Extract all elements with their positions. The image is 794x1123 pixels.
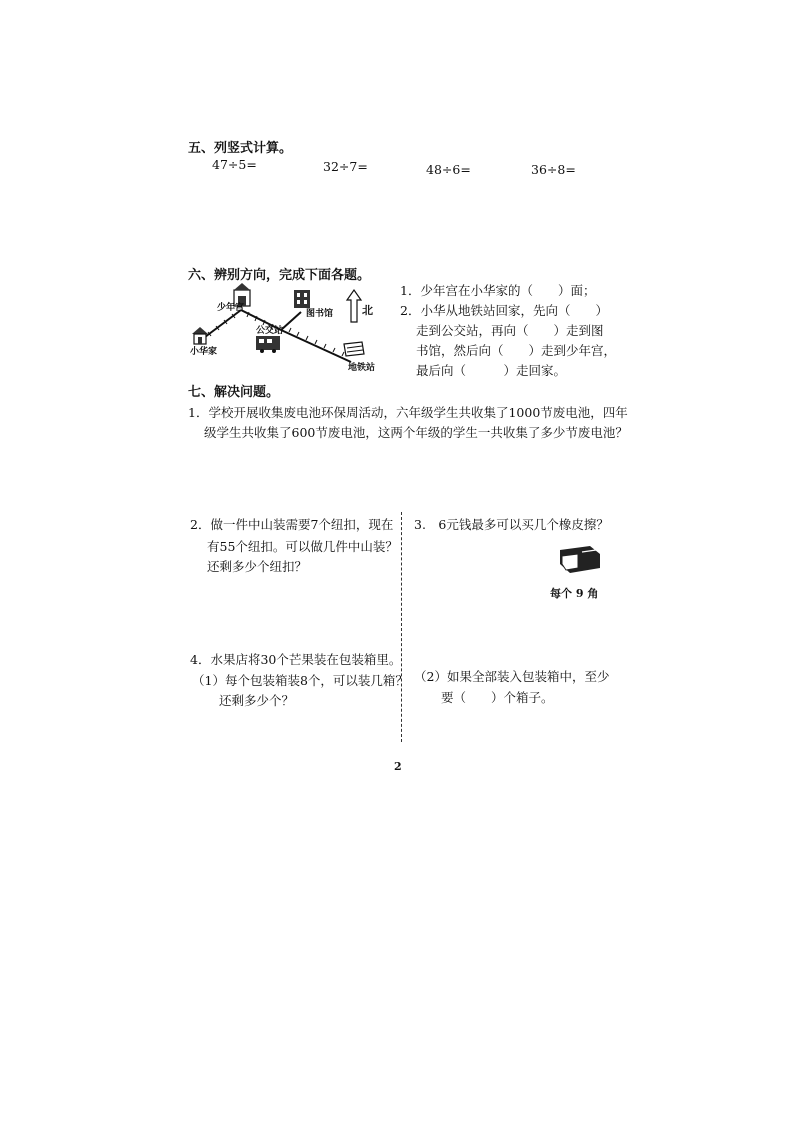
page-number: 2: [394, 760, 402, 773]
north-arrow-icon: [347, 290, 361, 322]
road-bus-subway: [281, 330, 351, 362]
problem2-line1: 2．做一件中山装需要7个纽扣，现在: [190, 517, 394, 532]
library-icon: [294, 290, 310, 308]
problem-4: 36÷8=: [531, 162, 576, 177]
direction-map: [186, 282, 386, 377]
section7-title: 七、解决问题。: [188, 385, 280, 400]
map-label-youth-palace: 少年宫: [217, 303, 245, 313]
problem4-text: 4．水果店将30个芒果装在包装箱里。: [190, 652, 402, 667]
section6-q2-line2: 走到公交站，再向（ ）走到图: [416, 323, 604, 338]
problem1-line1: 1．学校开展收集废电池环保周活动，六年级学生共收集了1000节废电池，四年: [188, 405, 628, 420]
map-label-bus-stop: 公交站: [256, 326, 284, 336]
problem4-sub2-line2: 要（ ）个箱子。: [441, 690, 554, 705]
home-icon: [192, 327, 208, 344]
road-home-palace: [201, 310, 241, 340]
section6-q1: 1．少年宫在小华家的（ ）面；: [400, 283, 596, 298]
problem2-line3: 还剩多少个纽扣？: [207, 559, 308, 574]
section6-q2-line3: 书馆，然后向（ ）走到少年宫，: [416, 343, 617, 358]
section6-q2-line1: 2．小华从地铁站回家，先向（ ）: [400, 303, 608, 318]
section5-title: 五、列竖式计算。: [188, 141, 293, 156]
map-label-library: 图书馆: [306, 309, 334, 319]
section6-q2-line4: 最后向（ ）走回家。: [416, 363, 567, 378]
problem4-sub1-line2: 还剩多少个？: [219, 693, 295, 708]
column-divider: [401, 512, 402, 742]
subway-icon: [344, 342, 364, 356]
map-label-home: 小华家: [190, 347, 218, 357]
problem-1: 47÷5=: [212, 157, 257, 172]
problem1-line2: 级学生共收集了600节废电池，这两个年级的学生一共收集了多少节废电池？: [204, 425, 628, 440]
eraser-price: 每个 9 角: [550, 587, 599, 600]
map-label-subway: 地铁站: [348, 363, 376, 373]
bus-stop-icon: [256, 336, 280, 353]
problem3-text: 3. 6元钱最多可以买几个橡皮擦？: [414, 517, 609, 532]
problem2-line2: 有55个纽扣。可以做几件中山装？: [207, 539, 398, 554]
problem4-sub1-line1: （1）每个包装箱装8个，可以装几箱？: [192, 673, 408, 688]
problem4-sub2-line1: （2）如果全部装入包装箱中，至少: [414, 669, 610, 684]
eraser-icon: [552, 542, 604, 578]
road-bus-library: [281, 312, 301, 330]
map-label-north: 北: [362, 304, 373, 317]
problem-3: 48÷6=: [426, 162, 471, 177]
problem-2: 32÷7=: [323, 159, 368, 174]
section6-title: 六、辨别方向，完成下面各题。: [188, 268, 371, 283]
